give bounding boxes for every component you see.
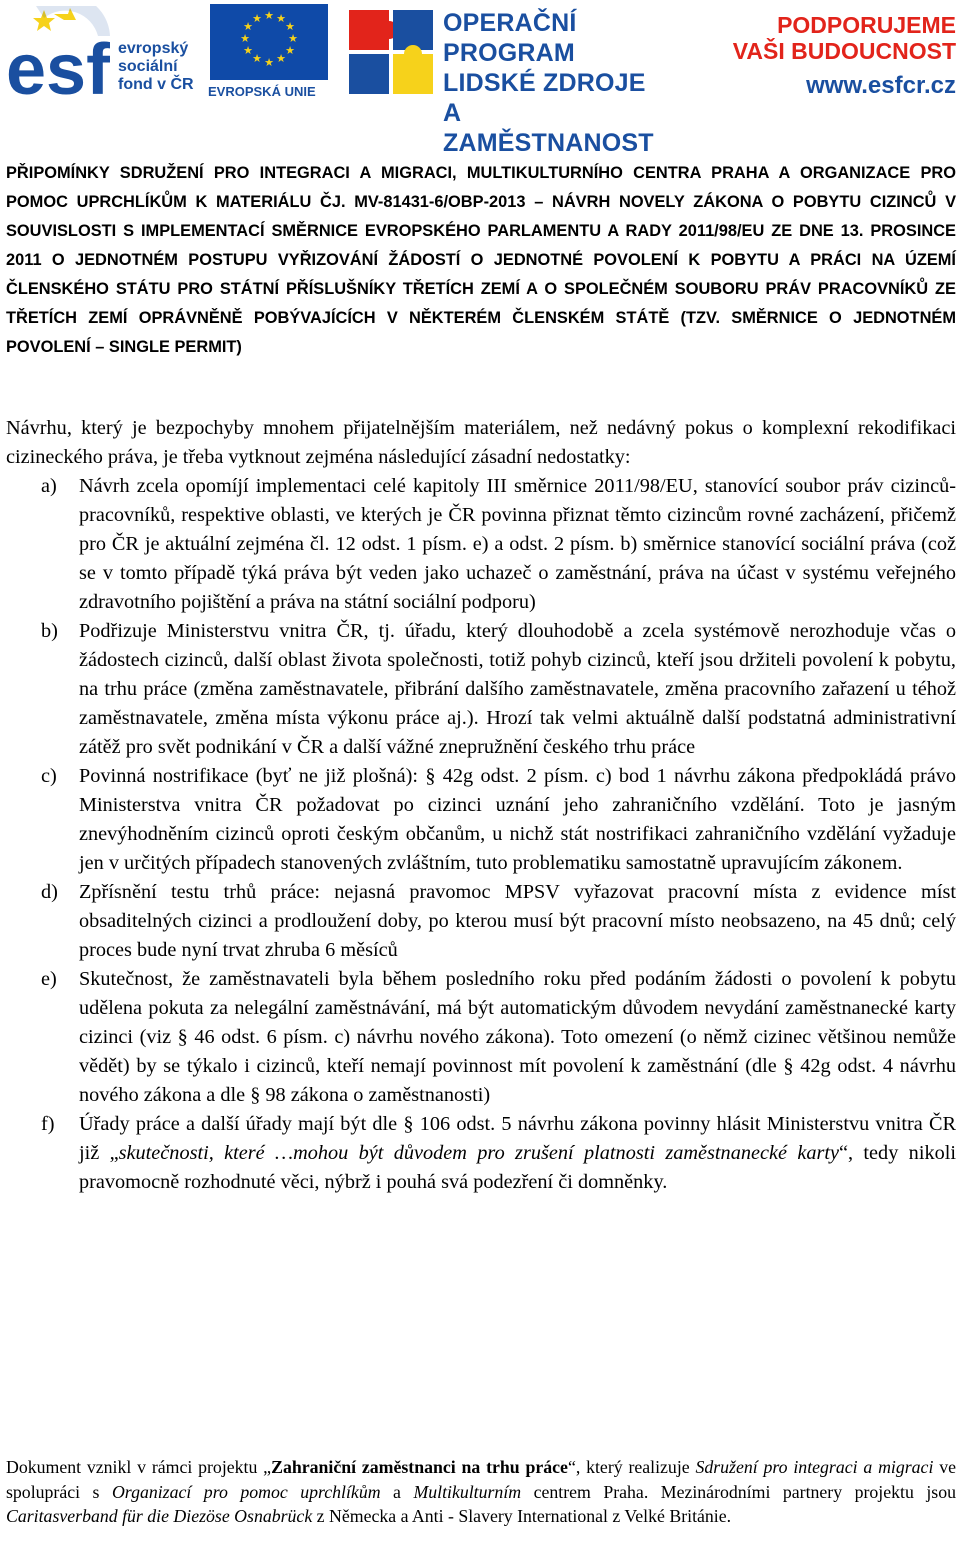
op-text bbox=[443, 8, 675, 158]
op-puzzle-icon bbox=[345, 6, 437, 98]
objection-item-c bbox=[6, 762, 956, 878]
svg-text:★: ★ bbox=[264, 56, 274, 69]
svg-text:esf: esf bbox=[6, 30, 110, 100]
esf-mark-icon bbox=[6, 6, 110, 100]
svg-text:★: ★ bbox=[243, 44, 253, 57]
eu-flag-icon bbox=[210, 4, 328, 80]
eu-logo bbox=[208, 0, 330, 105]
intro-paragraph: Návrhu, který je bezpochyby mnohem přijatelnějším materiálem, než nedávný pokus o komplexní rekodifikaci cizineckého práva, je třeba vytknout zejména následující zásadní nedostatky: bbox=[6, 417, 956, 468]
footer-text: “, který realizuje bbox=[567, 1457, 696, 1477]
slogan-line-2: VAŠI BUDOUCNOST bbox=[732, 38, 956, 64]
footer-text: ve spolupráci s bbox=[6, 1457, 956, 1502]
op-line-1: OPERAČNÍ PROGRAM bbox=[443, 9, 577, 67]
list-marker: e) bbox=[41, 968, 57, 990]
slogan-text bbox=[733, 12, 956, 64]
list-marker: f) bbox=[41, 1113, 55, 1135]
objection-quote: skutečnosti, které …mohou být důvodem pro zrušení platnosti zaměstnanecké karty bbox=[118, 1142, 839, 1164]
slogan-line-1: PODPORUJEME bbox=[777, 12, 956, 38]
esf-line-3: fond v ČR bbox=[118, 76, 194, 93]
objection-list bbox=[6, 472, 956, 1197]
objection-item-f bbox=[6, 1110, 956, 1197]
objection-text-before: Úřady práce a další úřady mají být dle § 106 odst. 5 návrhu zákona povinny hlásit Ministerstvu vnitra ČR již „ bbox=[79, 1113, 956, 1164]
organization-name: Multikulturním bbox=[413, 1481, 522, 1502]
slogan-url: www.esfcr.cz bbox=[806, 72, 956, 99]
esf-logo bbox=[0, 0, 205, 105]
partner-name: Caritasverband für die Diezöse Osnabrück bbox=[6, 1506, 313, 1526]
svg-text:★: ★ bbox=[285, 44, 295, 57]
svg-text:★: ★ bbox=[276, 12, 286, 25]
op-line-2: LIDSKÉ ZDROJE bbox=[443, 69, 646, 97]
list-marker: d) bbox=[41, 881, 58, 903]
objection-text: Návrh zcela opomíjí implementaci celé kapitoly III směrnice 2011/98/EU, stanovící soubor práv cizinců-pracovníků, respektive oblasti, ve kterých je ČR povinna přiznat těmto cizincům rovné zacházení, přičemž pro ČR je aktuální zejména čl. 12 odst. 1 písm. e) a odst. 2 písm. b) směrnice stanovící sociální práva (což se v tomto případě týká práva být veden jako uchazeč o zaměstnání, práva na účast v systému veřejného zdravotního pojištění a práva na státní sociální podporu) bbox=[79, 475, 956, 613]
objection-text: Povinná nostrifikace (byť ne již plošná): § 42g odst. 2 písm. c) bod 1 návrhu zákona předpokládá právo Ministerstva vnitra ČR požadovat po cizinci uznání jeho zahraničního vzdělání. Toto je jasným znevýhodněním cizinců oproti českým občanům, u nichž stát nostrifikaci zahraničního vzdělání vyžaduje jen v určitých případech stanovených zvláštním, tuto problematiku samostatně upravujícím zákonem. bbox=[79, 765, 956, 874]
svg-text:★: ★ bbox=[240, 32, 250, 45]
list-marker: c) bbox=[41, 765, 57, 787]
svg-text:★: ★ bbox=[243, 20, 253, 33]
objection-text: Skutečnost, že zaměstnavateli byla během posledního roku před podáním žádosti o povolení k pobytu udělena pokuta za nelegální zaměstnávání, má být automatickým důvodem nevydání zaměstnanecké karty cizinci (viz § 46 odst. 6 písm. c) návrhu nového zákona). Toto omezení (o němž cizinec většinou nemůže vědět) by se týkalo i cizinců, kteří nemají povinnost mít povolení k zaměstnání (dle § 42g odst. 4 návrhu nového zákona a dle § 98 zákona o zaměstnanosti) bbox=[79, 968, 956, 1106]
organization-name: Organizací pro pomoc uprchlíkům bbox=[111, 1481, 381, 1502]
svg-text:★: ★ bbox=[276, 52, 286, 65]
objection-item-e bbox=[6, 965, 956, 1110]
objection-text bbox=[79, 1113, 956, 1193]
objection-text: Zpřísnění testu trhů práce: nejasná pravomoc MPSV vyřazovat pracovní místa z evidence míst obsaditelných cizinci a prodloužení doby, po kterou musí být pracovní místo neobsazeno, na 45 dnů; celý proces bude nyní trvat zhruba 6 měsíců bbox=[79, 881, 956, 961]
objection-text: Podřizuje Ministerstvu vnitra ČR, tj. úřadu, který dlouhodobě a zcela systémově nerozhoduje včas o žádostech cizinců, další oblast života společnosti, totiž pohyb cizinců, kteří jsou držiteli povolení k pobytu, na trhu práce (změna zaměstnavatele, přibrání dalšího zaměstnavatele, změna pracovního zařazení u téhož zaměstnavatele, změna místa výkonu práce aj.). Hrozí tak velmi aktuálně další podstatná administrativní zátěž pro svět podnikání v ČR a další vážné znepružnění českého trhu práce bbox=[79, 620, 956, 758]
svg-text:★: ★ bbox=[285, 20, 295, 33]
footer-text: z Německa a Anti - Slavery International z Velké Británie. bbox=[312, 1506, 732, 1526]
footer-text: a bbox=[380, 1481, 414, 1502]
list-marker: a) bbox=[41, 475, 57, 497]
slogan-logo bbox=[724, 0, 960, 105]
list-marker: b) bbox=[41, 620, 58, 642]
svg-text:★: ★ bbox=[288, 32, 298, 45]
objection-item-a bbox=[6, 472, 956, 617]
footer-text: Dokument vznikl v rámci projektu „ bbox=[6, 1457, 272, 1477]
objection-item-d bbox=[6, 878, 956, 965]
organization-name: Sdružení pro integraci a migraci bbox=[695, 1457, 934, 1477]
footer-note bbox=[6, 1455, 956, 1529]
op-line-3: A ZAMĚSTNANOST bbox=[443, 99, 654, 157]
footer-text: centrem Praha. Mezinárodními partnery projektu jsou bbox=[521, 1481, 956, 1502]
esf-text bbox=[118, 40, 194, 94]
objection-text-after: “, tedy nikoli pravomocně rozhodnuté věci, nýbrž i pouhá svá podezření či domněnky. bbox=[79, 1142, 957, 1193]
document-body bbox=[6, 414, 956, 1197]
project-name: Zahraniční zaměstnanci na trhu práce bbox=[271, 1457, 568, 1477]
eu-stars-icon bbox=[210, 4, 328, 80]
esf-line-2: sociální bbox=[118, 58, 178, 75]
document-title: PŘIPOMÍNKY SDRUŽENÍ PRO INTEGRACI A MIGRACI, MULTIKULTURNÍHO CENTRA PRAHA A ORGANIZACE PRO POMOC UPRCHLÍKŮM K MATERIÁLU ČJ. MV-81431-6/OBP-2013 – NÁVRH NOVELY ZÁKONA O POBYTU CIZINCŮ V SOUVISLOSTI S IMPLEMENTACÍ SMĚRNICE EVROPSKÉHO PARLAMENTU A RADY 2011/98/EU ZE DNE 13. PROSINCE 2011 O JEDNOTNÉM POSTUPU VYŘIZOVÁNÍ ŽÁDOSTÍ O JEDNOTNÉ POVOLENÍ K POBYTU A PRÁCI NA ÚZEMÍ ČLENSKÉHO STÁTU PRO STÁTNÍ PŘÍSLUŠNÍKY TŘETÍCH ZEMÍ A O SPOLEČNÉM SOUBORU PRÁV PRACOVNÍKŮ ZE TŘETÍCH ZEMÍ OPRÁVNĚNĚ POBÝVAJÍCÍCH V NĚKTERÉM ČLENSKÉM STÁTĚ (TZV. SMĚRNICE O JEDNOTNÉM POVOLENÍ – SINGLE PERMIT) bbox=[6, 164, 956, 356]
esf-line-1: evropský bbox=[118, 40, 189, 57]
eu-label: EVROPSKÁ UNIE bbox=[208, 84, 316, 99]
svg-text:★: ★ bbox=[252, 12, 262, 25]
svg-text:★: ★ bbox=[252, 52, 262, 65]
objection-item-b bbox=[6, 617, 956, 762]
op-lzz-logo bbox=[345, 0, 675, 157]
header-logos bbox=[0, 0, 960, 157]
svg-text:★: ★ bbox=[264, 9, 274, 22]
